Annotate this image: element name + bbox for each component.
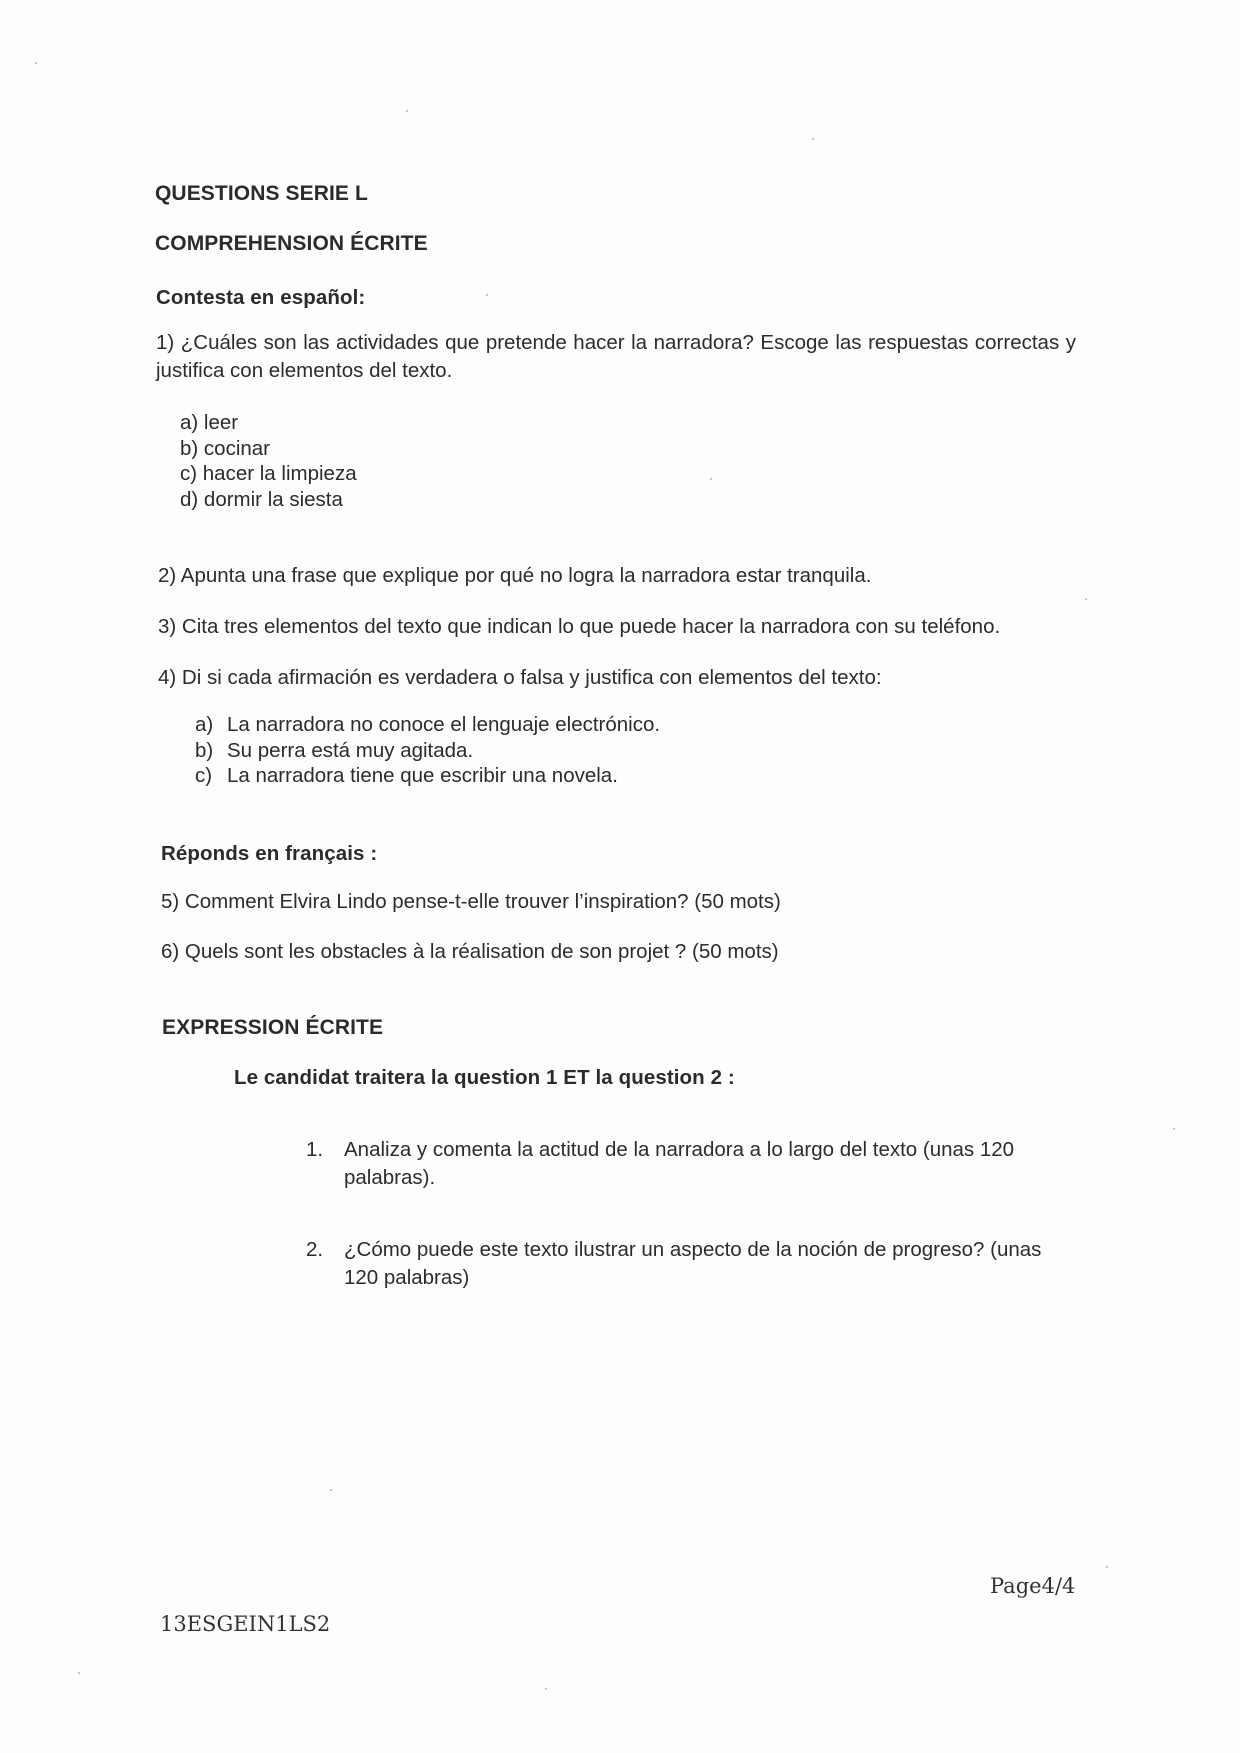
option-item: d) dormir la siesta [180, 487, 343, 511]
option-item: b) cocinar [180, 436, 271, 460]
question-3: 3) Cita tres elementos del texto que indican lo que puede hacer la narradora con su teléfono. [158, 615, 1001, 638]
statement-text: La narradora no conoce el lenguaje electrónico. [227, 713, 661, 736]
scan-speck [406, 110, 408, 112]
statement-item [195, 763, 660, 789]
french-instruction: Réponds en français : [161, 842, 378, 865]
statement-label: a) [195, 713, 214, 736]
expression-item-text: ¿Cómo puede este texto ilustrar un aspecto de la noción de progreso? (unas 120 palabras) [344, 1238, 1042, 1289]
statement-item [195, 712, 660, 738]
statement-label: b) [195, 738, 214, 762]
question-1-options [180, 410, 357, 512]
option-item: c) hacer la limpieza [180, 462, 357, 485]
question-6: 6) Quels sont les obstacles à la réalisation de son projet ? (50 mots) [161, 940, 779, 963]
option-item: a) leer [180, 411, 239, 434]
scan-speck [1085, 598, 1087, 600]
statement-text: La narradora tiene que escribir una novela. [227, 764, 618, 787]
page-number: Page4/4 [990, 1574, 1076, 1598]
expression-item [306, 1236, 1066, 1292]
series-heading: QUESTIONS SERIE L [155, 182, 368, 205]
expression-instruction: Le candidat traitera la question 1 ET la question 2 : [234, 1066, 735, 1089]
document-code: 13ESGEIN1LS2 [160, 1612, 331, 1636]
statement-label: c) [195, 764, 213, 787]
expression-item-number: 2. [306, 1238, 324, 1261]
question-4: 4) Di si cada afirmación es verdadera o falsa y justifica con elementos del texto: [158, 666, 882, 689]
spanish-instruction: Contesta en español: [156, 286, 366, 309]
scan-speck [35, 62, 37, 64]
scan-speck [1106, 1566, 1108, 1568]
statement-item [195, 738, 660, 764]
question-1: 1) ¿Cuáles son las actividades que pretende hacer la narradora? Escoge las respuestas correctas y justifica con elementos del texto. [156, 331, 1076, 382]
scan-speck [710, 478, 712, 480]
question-2: 2) Apunta una frase que explique por qué no logra la narradora estar tranquila. [158, 564, 872, 587]
expression-heading: EXPRESSION ÉCRITE [162, 1016, 384, 1039]
scan-speck [545, 1688, 547, 1690]
expression-item-text: Analiza y comenta la actitud de la narradora a lo largo del texto (unas 120 palabras). [344, 1138, 1015, 1189]
expression-item-number: 1. [306, 1138, 324, 1161]
scan-speck [486, 294, 488, 296]
question-4-statements [195, 712, 660, 789]
scan-speck [330, 1489, 332, 1491]
question-5: 5) Comment Elvira Lindo pense-t-elle trouver l’inspiration? (50 mots) [161, 890, 781, 913]
comprehension-heading: COMPREHENSION ÉCRITE [155, 232, 428, 255]
scan-speck [812, 138, 814, 140]
expression-item [306, 1136, 1081, 1192]
scan-speck [78, 1672, 80, 1674]
scan-speck [1173, 1128, 1175, 1130]
statement-text: Su perra está muy agitada. [227, 738, 474, 762]
